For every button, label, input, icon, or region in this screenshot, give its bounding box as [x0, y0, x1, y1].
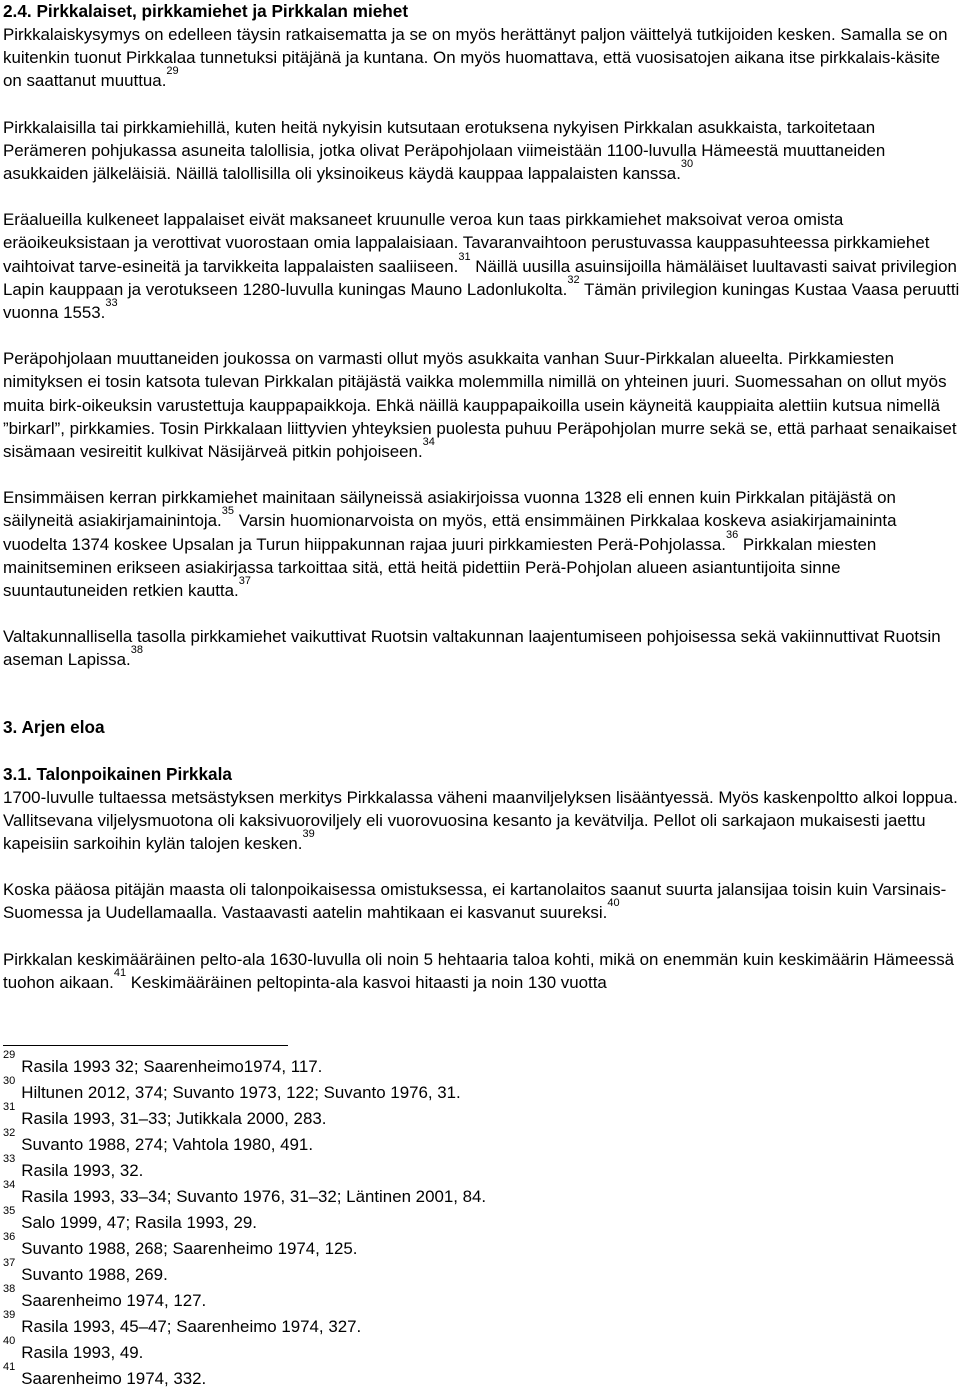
footnote-number: 29	[3, 1049, 16, 1061]
paragraph	[3, 116, 960, 186]
paragraph-text: Keskimääräinen peltopinta-ala kasvoi hitaasti ja noin 130 vuotta	[126, 972, 607, 992]
footnote-text: Suvanto 1988, 269.	[21, 1265, 168, 1284]
paragraph-text: Ensimmäisen kerran pirkkamiehet mainitaan säilyneissä asiakirjoissa vuonna 1328 eli ennen kuin Pirkkalan pitäjästä on säilyneitä asiakirjamainintoja.	[3, 488, 896, 531]
footnote-text: Rasila 1993 32; Saarenheimo1974, 117.	[21, 1057, 323, 1076]
footnote-text: Saarenheimo 1974, 332.	[21, 1369, 207, 1388]
footnote	[3, 1153, 953, 1184]
footnote-text: Rasila 1993, 33–34; Suvanto 1976, 31–32; Läntinen 2001, 84.	[21, 1187, 487, 1206]
footnote-ref[interactable]: 31	[458, 250, 471, 263]
footnote-list	[3, 1049, 953, 1392]
footnote-ref[interactable]: 38	[130, 644, 143, 657]
paragraph	[3, 878, 960, 924]
footnote	[3, 1361, 953, 1392]
footnote	[3, 1179, 953, 1210]
footnote-text: Rasila 1993, 31–33; Jutikkala 2000, 283.	[21, 1109, 327, 1128]
footnote-ref[interactable]: 39	[302, 828, 315, 841]
footnote-divider	[3, 1045, 288, 1046]
paragraph-text: Pirkkalan miesten mainitseminen erikseen asiakirjassa tarkoittaa sitä, että heitä pidettiin Perä-Pohjolan alueen asiantuntijoita sinne suuntautuneiden retkien kautta.	[3, 534, 877, 601]
footnote-number: 40	[3, 1335, 16, 1347]
footnote-ref[interactable]: 30	[680, 158, 694, 171]
paragraph	[3, 948, 960, 994]
footnote	[3, 1335, 953, 1366]
footnote	[3, 1231, 953, 1262]
footnote-text: Hiltunen 2012, 374; Suvanto 1973, 122; Suvanto 1976, 31.	[21, 1083, 461, 1102]
footnote-number: 32	[3, 1127, 16, 1139]
paragraph-text: Eräalueilla kulkeneet lappalaiset eivät maksaneet kruunulle veroa kun taas pirkkamiehet maksoivat veroa omista eräoikeuksistaan ja verottivat vuorostaan omia lappalaisiaan. Tavaranvaihtoon perustuvassa kauppasuhteessa pirkkamiehet vaihtoivat tarve-esineitä ja tarvikkeita lappalaisten saaliiseen.	[3, 210, 930, 276]
footnote-ref[interactable]: 41	[113, 966, 127, 979]
paragraph-text: Peräpohjolaan muuttaneiden joukossa on varmasti ollut myös asukkaita vanhan Suur-Pirkkalan alueelta. Pirkkamiesten nimityksen ei tosin katsota tulevan Pirkkalan pitäjästä vaikka molemmilla nimillä on yhteinen juuri. Suomessahan on ollut myös muita birk-oikeuksin varustettuja kauppapaikkoja. Ehkä näillä kauppapaikoilla usein käyneitä kauppiaita alettiin kutsua nimellä ”birkarl”, pirkkamies. Tosin Pirkkalaan liittyvien yhteyksien puolesta puhuu Peräpohjolan murre sekä se, että parhaat senaikaiset sisämaan vesireitit kulkivat Näsijärveä pitkin pohjoiseen.	[3, 349, 957, 462]
section-heading-2-4: 2.4. Pirkkalaiset, pirkkamiehet ja Pirkkalan miehet	[3, 1, 409, 21]
paragraph-text: Pirkkalaiskysymys on edelleen täysin ratkaisematta ja se on myös herättänyt paljon väittelyä tutkijoiden kesken. Samalla se on kuitenkin tuonut Pirkkalaa tunnetuksi pitäjänä ja kuntana. On myös huomattava, että vuosisatojen aikana itse pirkkalais-käsite on saattanut muuttua.	[3, 25, 948, 91]
footnote	[3, 1075, 953, 1106]
paragraph	[3, 786, 960, 856]
section-heading-3: 3. Arjen eloa	[3, 716, 105, 737]
footnote	[3, 1283, 953, 1314]
footnotes	[3, 1045, 953, 1392]
footnote-ref[interactable]: 40	[607, 897, 620, 910]
footnote-text: Suvanto 1988, 268; Saarenheimo 1974, 125.	[21, 1239, 358, 1258]
paragraph	[3, 486, 960, 602]
footnote-ref[interactable]: 36	[725, 528, 739, 541]
footnote-number: 34	[3, 1179, 16, 1191]
footnote-ref[interactable]: 32	[567, 273, 580, 286]
footnote-number: 36	[3, 1231, 16, 1243]
footnote	[3, 1205, 953, 1236]
paragraph-text: Varsin huomionarvoista on myös, että ensimmäinen Pirkkalaa koskeva asiakirjamaininta vuodelta 1374 koskee Upsalan ja Turun hiippakunnan rajaa juuri pirkkamiesten Perä-Pohjolassa.	[3, 511, 897, 554]
paragraph	[3, 208, 960, 324]
footnote-text: Rasila 1993, 45–47; Saarenheimo 1974, 327.	[21, 1317, 362, 1336]
paragraph-text: Pirkkalan keskimääräinen pelto-ala 1630-luvulla oli noin 5 hehtaaria taloa kohti, mikä on enemmän kuin keskimäärin Hämeessä tuohon aikaan.	[3, 949, 955, 992]
footnote-text: Salo 1999, 47; Rasila 1993, 29.	[21, 1213, 257, 1232]
paragraph	[3, 625, 960, 671]
footnote-ref[interactable]: 37	[238, 575, 251, 588]
paragraph-text: Tämän privilegion kuningas Kustaa Vaasa peruutti vuonna 1553.	[3, 279, 960, 323]
footnote-text: Saarenheimo 1974, 127.	[21, 1291, 207, 1310]
footnote-number: 39	[3, 1309, 16, 1321]
paragraph	[3, 347, 960, 463]
paragraph-text: Näillä uusilla asuinsijoilla hämäläiset luultavasti saivat privilegion Lapin kauppaan ja verotukseen 1280-luvulla kuningas Mauno Ladonlukolta.	[3, 256, 957, 299]
paragraph-text: Koska pääosa pitäjän maasta oli talonpoikaisessa omistuksessa, ei kartanolaitos saanut suurta jalansijaa toisin kuin Varsinais-Suomessa ja Uudellamaalla. Vastaavasti aatelin mahtikaan ei kasvanut suureksi.	[3, 880, 947, 923]
footnote-number: 33	[3, 1153, 16, 1165]
footnote-number: 35	[3, 1205, 16, 1217]
paragraph-text: 1700-luvulle tultaessa metsästyksen merkitys Pirkkalassa väheni maanviljelyksen lisääntyessä. Myös kaskenpoltto alkoi loppua. Vallitsevana viljelysmuotona oli kaksivuoroviljely eli vuorovuosina kesanto ja kevätvilja. Pellot oli sarkajaon mukaisesti jaettu kapeisiin sarkoihin kylän talojen kesken.	[3, 787, 958, 854]
footnote	[3, 1127, 953, 1158]
footnote	[3, 1049, 953, 1080]
footnote-ref[interactable]: 34	[422, 436, 435, 449]
paragraph-text: Valtakunnallisella tasolla pirkkamiehet vaikuttivat Ruotsin valtakunnan laajentumiseen pohjoisessa sekä vakiinnuttivat Ruotsin aseman Lapissa.	[3, 627, 941, 670]
footnote-ref[interactable]: 33	[105, 297, 118, 310]
footnote	[3, 1309, 953, 1340]
footnote-number: 37	[3, 1257, 16, 1269]
footnote-number: 41	[3, 1361, 16, 1373]
footnote-ref[interactable]: 35	[221, 505, 234, 518]
footnote-text: Suvanto 1988, 274; Vahtola 1980, 491.	[21, 1135, 314, 1154]
paragraph	[3, 23, 960, 93]
footnote-text: Rasila 1993, 32.	[21, 1161, 144, 1180]
section-heading-3-1: 3.1. Talonpoikainen Pirkkala	[3, 763, 232, 784]
paragraph-text: Pirkkalaisilla tai pirkkamiehillä, kuten heitä nykyisin kutsutaan erotuksena nykyisen Pirkkalan asukkaista, tarkoitetaan Perämeren pohjukassa asuneita talollisia, jotka olivat Peräpohjolaan viimeistään 1100-luvulla Hämeestä muuttaneiden asukkaiden jälkeläisiä. Näillä talollisilla oli yksinoikeus käydä kauppaa lappalaisten kanssa.	[3, 117, 886, 184]
footnote-number: 38	[3, 1283, 16, 1295]
footnote	[3, 1257, 953, 1288]
footnote-number: 31	[3, 1101, 16, 1113]
footnote-ref[interactable]: 29	[166, 65, 179, 78]
footnote	[3, 1101, 953, 1132]
footnote-number: 30	[3, 1075, 16, 1087]
footnote-text: Rasila 1993, 49.	[21, 1343, 144, 1362]
